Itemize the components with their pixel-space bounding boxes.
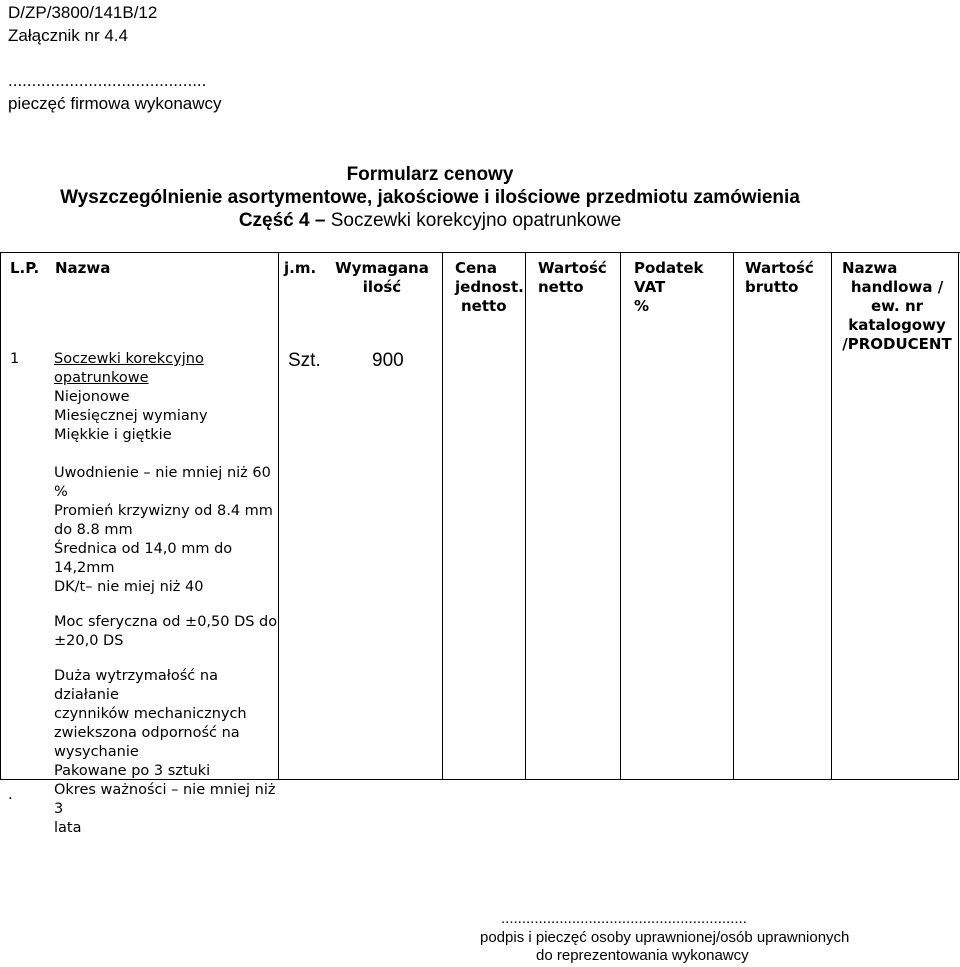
row-lp: 1 [10, 351, 20, 367]
header-kat-line3: ew. nr [870, 297, 924, 315]
header-wartosc-netto [538, 259, 607, 297]
header-cena [455, 259, 525, 316]
stamp-label: pieczęć firmowa wykonawcy [8, 94, 222, 113]
table-right-border [958, 252, 959, 780]
spec-line: lata [54, 820, 82, 836]
col-divider-wartosc-brutto [831, 252, 832, 780]
spec-line: wysychanie [54, 744, 139, 760]
header-vat-line3: % [634, 297, 650, 315]
spec-line: do 8.8 mm [54, 522, 133, 538]
table-left-border [0, 252, 1, 780]
header-cena-line2: jednost. [455, 278, 524, 296]
document-reference: D/ZP/3800/141B/12 [8, 3, 158, 22]
header-wartosc-netto-line2: netto [538, 278, 584, 296]
spec-line: Miesięcznej wymiany [54, 408, 208, 424]
spec-line: Pakowane po 3 sztuki [54, 763, 211, 779]
header-nazwa: Nazwa [55, 259, 111, 277]
col-divider-wartosc-netto [620, 252, 621, 780]
spec-line: zwiekszona odporność na [54, 725, 240, 741]
header-vat [634, 259, 703, 316]
part-number: Część 4 – [238, 210, 326, 231]
row-description [54, 350, 278, 838]
attachment-number: Załącznik nr 4.4 [8, 26, 128, 45]
col-divider-vat [733, 252, 734, 780]
header-kat-line4: katalogowy [848, 316, 946, 334]
spec-line: Miękkie i giętkie [54, 427, 172, 443]
header-vat-line2: VAT [634, 278, 666, 296]
spec-line: ±20,0 DS [54, 633, 124, 649]
spec-line: czynników mechanicznych [54, 706, 247, 722]
signature-label-line1: podpis i pieczęć osoby uprawnionej/osób uprawnionych [480, 929, 850, 946]
row-jm: Szt. [288, 350, 321, 371]
spec-line: Niejonowe [54, 389, 130, 405]
signature-label-line2: do reprezentowania wykonawcy [536, 947, 749, 964]
header-wartosc-netto-line1: Wartość [538, 259, 607, 277]
header-ilosc [332, 259, 432, 297]
spec-line: Okres ważności – nie mniej niż 3 [54, 782, 276, 817]
header-wartosc-brutto-line1: Wartość [745, 259, 814, 277]
header-kat-line1: Nazwa [842, 259, 898, 277]
spec-line: 14,2mm [54, 560, 115, 576]
col-divider-nazwa [278, 252, 279, 780]
header-cena-line3: netto [461, 297, 507, 315]
part-title [0, 210, 860, 232]
form-title: Formularz cenowy [346, 164, 514, 185]
footer-dot: . [8, 784, 13, 803]
header-vat-line1: Podatek [634, 259, 704, 277]
table-top-border [0, 252, 960, 253]
product-name-line2: opatrunkowe [54, 370, 149, 386]
part-name: Soczewki korekcyjno opatrunkowe [330, 210, 622, 231]
spec-line: Średnica od 14,0 mm do [54, 541, 233, 557]
stamp-dots: .......................................... [8, 71, 207, 90]
spec-line: Moc sferyczna od ±0,50 DS do [54, 614, 278, 630]
form-subtitle: Wyszczególnienie asortymentowe, jakościowe i ilościowe przedmiotu zamówienia [60, 187, 800, 208]
header-ilosc-line1: Wymagana [335, 259, 429, 277]
signature-dots: ........................................................... [501, 910, 747, 927]
header-kat-line5: /PRODUCENT [842, 335, 952, 353]
row-quantity: 900 [372, 350, 404, 371]
header-wartosc-brutto [745, 259, 814, 297]
col-divider-cena [525, 252, 526, 780]
header-lp: L.P. [10, 259, 40, 277]
header-cena-line1: Cena [455, 259, 497, 277]
spec-line: Duża wytrzymałość na działanie [54, 668, 218, 703]
spec-line: Uwodnienie – nie mniej niż 60 % [54, 465, 271, 500]
header-ilosc-line2: ilość [362, 278, 402, 296]
product-name-line1: Soczewki korekcyjno [54, 351, 204, 367]
header-jm: j.m. [284, 259, 317, 277]
header-wartosc-brutto-line2: brutto [745, 278, 799, 296]
spec-line: DK/t– nie miej niż 40 [54, 579, 204, 595]
col-divider-ilosc [442, 252, 443, 780]
header-nazwa-handlowa [836, 259, 958, 354]
header-kat-line2: handlowa / [850, 278, 944, 296]
spec-line: Promień krzywizny od 8.4 mm [54, 503, 273, 519]
